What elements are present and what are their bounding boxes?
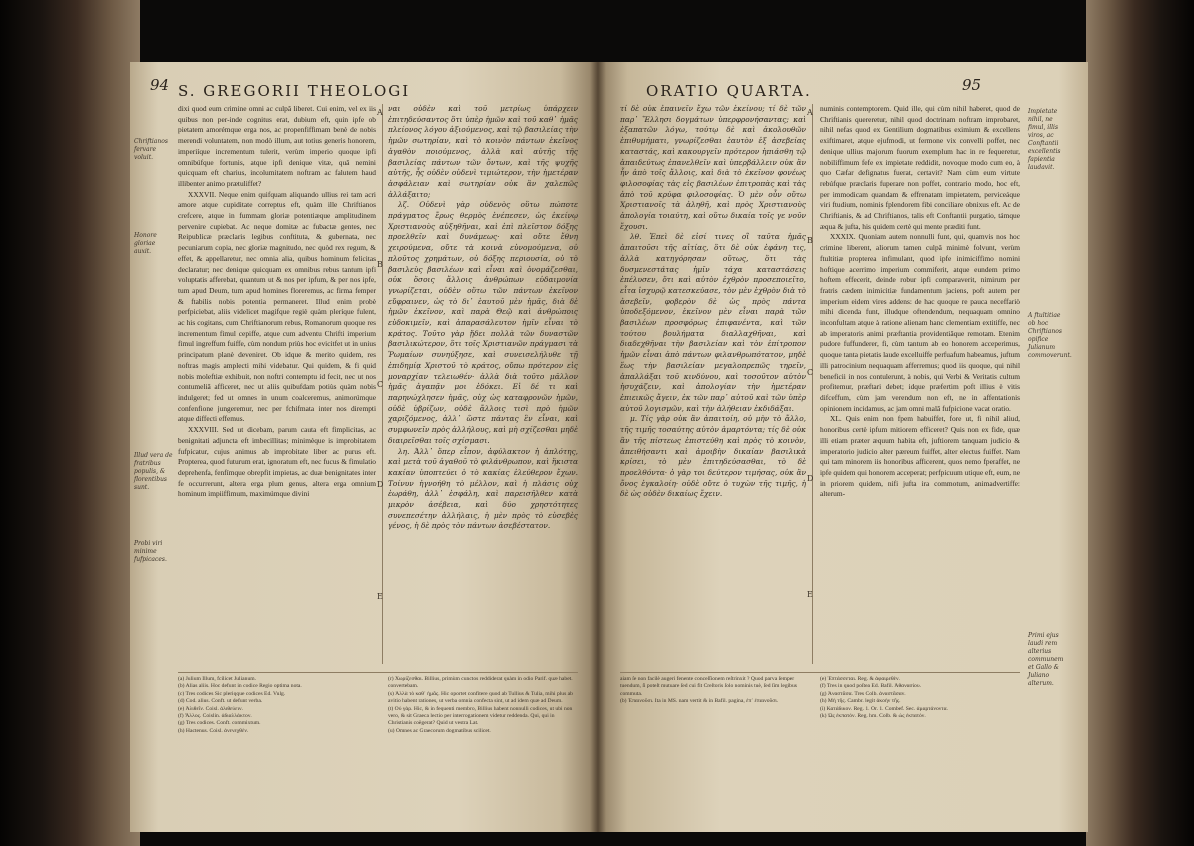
column-letter: E: [807, 590, 813, 599]
latin-paragraph-section-38: XXXVIII. Sed ut dicebam, parum cauta eft fimplicitas, ac benignitati adjuncta eft imbecillitas; minimèque is improbitatem fufpicatur, cujus animus ab improbitate liber ac purus eft. Propterea, quod futurum erat, ignoratum eft, nec fucus & fimulatio deprehenfa, fenfímque obrepfit impietas, ac duæ benignitates inter fe occurrerunt, altera erga plum genus, altera erga omnium hominum impiiffimum, maximúmque divini: [178, 425, 376, 499]
footnotes-left-column: [178, 676, 374, 816]
footnote: (b) Ἐπαινοῦσι. Ita in MS. nam vertit & in Bafil. pagina, ἐπ᾽ ἐπαινοῦσι.: [620, 698, 779, 705]
latin-paragraph: numinis contemptorem. Quid ille, qui cùm nihil haberet, quod de Chriftianis quereretur, nihil quod doctrinam noftram improbaret, nihil nefas quod ex Gentilium dogmatibus eximium & excellens exiftimaret, atque ejufmodi, ut fermone vix convelli poffet, nec denique ullius majorum fuorum exemplum hac in re fequeretur, nobiliffimum fefe ex impietate reddidit, novoque modo cum eo, à quo Cæfar defignatus fuerat, certavit? Nam cùm eum virtute rebúfque præclaris fuperare non poffet, contrario modo, hoc eft, per immodicam quandam & effrenatam impietatem, perviceáque viri ftudium, nominis fplendorem fibi conciliare obnixus eft. Ac de Chriftianis, & ad Chriftianos, talis eft Conftantii purgatio, támque æqua & jufta, his quidem certè qui mente præditi funt.: [820, 104, 1020, 231]
footnote: (h) Hactenus. Coisl. ἀνενεχθὲν.: [178, 727, 249, 734]
latin-paragraph-section-37: XXXVII. Neque enim quifquam aliquando ullius rei tam acri amore atque cupiditate correptus eft, quàm ille Chriftianos crefcere, atque in fummam gloriæ potentiæque amplitudinem pervenire cupiebat. Ac neque domitæ ac fubactæ gentes, nec Reipublicæ præclaris legibus conftituta, & gubernata, nec pecuniarum copia, nec gloriæ magnitudo, nec quòd rex regum, & effet, & appellaretur, nec omnia alia, quibus hominum felicitas declaratur; nec denique quicquam ex omnibus rebus tantum ipfi voluptatis afferebat, quantum ut & nos per ipfum, & per nos ipfe, tum apud Deum, tum apud homines floreremus, ac firma femper & ftabilis nobis potentia permaneret. Illud enim probè perfpiciebat, aliis videlicet magifque regiè quàm pleríque fulent, ac his cogitans, cum Chriftianorum rebus, Romanorum quoque res incrementum fimul cepiffe, atque cum adventu Chrifti imperium fimul ingreffum fuiffe, cùm nondum priùs hoc evicitfet ut in unius principatum planè deveniret. Ob idque & merito quidem, res noftras magis amplecti mihi videbatur. Qui quidem, & fi quid nobis moleftiæ exhibuit, non noftri contemptu id fecit, nec ut nos contumeliâ afficeret, nec ut aliis quibufdam potiùs quàm nobis indulgeret; fed ut omnes in unum coalceremus, animorúmque confenfione jungeremur, nec per fchifmata inter nos dirempti atque diffecti effemus.: [178, 189, 376, 424]
greek-paragraph-section-40: μ. Τίς γὰρ οὐκ ἂν ἀπαιτοίη, οὐ μὴν τὸ ἄλλο, τῆς τιμῆς τοσαύτης αὐτὸν ἁμαρτόντα; τίς δὲ οὐκ ἂν τῆς πίστεως ἐπιστεύθη καὶ πρὸς τὸ κοινὸν, ἀπειθήσαντι καὶ ἀμοιβὴν δικαίαν βασιλικὰ κρίσει, τὸ μὲν ἐπιτηδεύσασθαι, τὸ δὲ προελθόντα· ὁ γὰρ τοι δεύτερον τιμήσας, οὐκ ἂν ὄνος ἐγκαλοίη· οὐδὲ οὔτε ὁ τυχὼν τῆς τιμῆς, ἡ δὲ ὡς οὐδὲν δικαίως ἔχειν.: [620, 414, 806, 499]
column-divider: [812, 104, 813, 664]
column-letter: C: [807, 368, 814, 377]
footnote: (h) Μὴ τῆς. Cambr. legit ἀκοὴν τῆς.: [820, 698, 901, 705]
greek-column-right: [620, 104, 806, 664]
greek-paragraph-section-37: λζ. Οὐδενὶ γὰρ οὐδενὸς οὕτω πώποτε πράγματος ἔρως θερμὸς ἐνέπεσεν, ὡς ἐκείνῳ Χριστιανοὺς αὐξηθῆναι, καὶ ἐπὶ πλεῖστον δόξης προελθεῖν καὶ δυνάμεως· καὶ οὔτε ἔθνη χειρούμενα, οὔτε τὰ κοινὰ εὐνομούμενα, οὐ πλοῦτος χρημάτων, οὐ δόξης περιουσία, οὐ τὸ βασιλεὺς βασιλέων καὶ εἶναι καὶ ὀνομάζεσθαι, οὐκ ὅσοις ἄλλοις ἀνθρώπων εὐδαιμονία γνωρίζεται, οὐδὲν οὕτω τῶν πάντων ἐκεῖνον εὔφραινεν, ὡς τὸ δι᾽ ἑαυτοῦ μὲν ἡμᾶς, διὰ δὲ ἡμῶν ἐκεῖνον, καὶ παρὰ Θεῷ καὶ ἀνθρώποις εὐδοκιμεῖν, καὶ ἀπαρασάλευτον ἡμῖν εἶναι τὸ κράτος. Τοῦτο γὰρ ᾔδει πολλὰ τῶν δυναστῶν βασιλικώτερον, ὅτι τοῖς Χριστιανῶν πράγμασι τὰ Ῥωμαίων συνηύξησε, καὶ συνεισελήλυθε τῇ ἐπιδημίᾳ Χριστοῦ τὸ κράτος, οὔπω πρότερον εἰς μοναρχίαν τελειωθέν· ἀλλὰ διὰ τοῦτο μᾶλλον ἡμᾶς ἀγαπᾷν μοι ἐδόκει. Εἰ δέ τι καὶ παρηνώχλησεν ἡμᾶς, οὐχ ὡς καταφρονῶν ἡμῶν, οὐδὲ ὑβρίζων, οὐδὲ ἄλλοις τισὶ πρὸ ἡμῶν χαριζόμενος, ἀλλ᾽ ὥστε πάντας ἓν εἶναι, καὶ συμφωνεῖν πρὸς ἀλλήλους, καὶ μὴ σχίζεσθαι μηδὲ διαιρεῖσθαι τοῖς σχίσμασι.: [388, 200, 578, 445]
margin-note: A ftultitiae ob hoc Chriftianos opifice Julianum commoverunt.: [1028, 312, 1072, 359]
footnotes-left-column: [620, 676, 806, 816]
page-number-left: 94: [150, 76, 170, 94]
margin-note: Probi viri minime fufpicaces.: [134, 540, 167, 563]
running-head-left: S. GREGORII THEOLOGI: [178, 82, 411, 100]
footnote-rule: [620, 672, 1020, 673]
greek-paragraph-section-39: λθ. Ἐπεὶ δὲ εἰσί τινες οἳ ταῦτα ἡμᾶς ἀπαιτοῦσι τῆς αἰτίας, ὅτι δὲ οὐκ ἐφάνη τις, ἀλλὰ κατηγόρησαν οὕτως, ὅτι τὰς δυσμενεστάτας ἡμῖν τάχα καταστάσεις ἐπέλυσεν, ὅτι καὶ αὐτὸν ἐχθρὸν προσεποιεῖτο, εἶτα ἰσχυρῷ κατεσκεύασε, τὸν μὲν ἐχθρὸν διὰ τὸ ἀσεβεῖν, φοβερὸν δὲ ὡς πρὸς πάντα ὑποδεξόμενον, ἐκεῖνον μὲν εἶναι παρὰ τῶν βασιλέων προσφόρως ἐπιφανέντα, καὶ τῶν τούτου βουλήματα διαλλαχθῆναι, καὶ διαδεχθῆναι τὴν βασιλείαν καὶ τὸν ἐπίτροπον ἡμῶν εἶναι ἀπὸ πάντων φιλανθρωπότατον, μηδὲ ἕως τὴν βασιλείαν μεγαλοπρεπῶς τηρεῖν, ἀπαλλάξαι τοῦ κινδύνου, καὶ τοσοῦτον αὐτὸν ἡσυχάζειν, καὶ ἀπολογίαν τὴν ἡμετέραν ἐπιεικῶς ἄγειν, ἐκ τῶν παρ᾽ αὐτοῦ καὶ τῶν ὑπὲρ αὐτοῦ λογισμῶν, καὶ τὴν ἀλήθειαν ἐκδιδάξαι.: [620, 232, 806, 413]
right-page-stack: [1086, 0, 1194, 846]
footnote: (a) Julium Illum, fcilicet Julianum.: [178, 676, 256, 682]
footnote-rule: [178, 672, 578, 673]
page-number-right: 95: [962, 76, 982, 94]
footnote: (k) Ὡς ἐκπατόν. Reg. hm. Colb. & ὡς ἐκπατόν.: [820, 713, 926, 720]
latin-paragraph: dixi quod eum crimine omni ac culpâ liberet. Cui enim, vel ex iis quibus non per-inde cognitus erat, dubium eft, quin ipfe ob pietatem amorémque erga nos, ac propenfiffimam benè de nobis merendi voluntatem, non modò illum, aut totius generis honorem, imperiíque incrementum tulerit, verùm imperio quoque ipfi omnibúfque fortunis, atque ipfi denique vitæ, quâ nemini quicquam eft charius, incolumitatem noftram ac falutem haud illibenter animo prætuliffet?: [178, 104, 376, 188]
latin-column-left: [178, 104, 376, 664]
margin-note: Impietate nihil, ne fimul, illis viros, ac Conftantii excellentis fapientia laudavit.: [1028, 108, 1061, 171]
latin-paragraph-section-39: XXXIX. Quoniam autem nonnulli funt, qui, quamvis nos hoc crimine liberent, aliorum tamen culpâ minimè folvunt, verùm ftultitiæ propterea infimulant, quod ipfe inimiciffimo nomini hoftique acerrimo imperium commiferit, atque eundem primo hoftem effecerit, deinde robur ipfi comparaverit, nimirum per fratris cædem inimicitiæ fundamentum jaciens, poft autem per imperium eidem vires addens: de hac quoque re pauca neceffariò mihi dicenda funt, illudque oftendendum, nequaquam omnino inconfultam atque à ratione alienam hanc clementiam extitiffe, nec ab imperatoris animi præftantia providentiâque remotam. Etenim pudore fuffunderer, fi, cùm tantum ab eo honorem acceperimus, quoque tanta pietatis laude excelluiffe perfuafum habeamus, juftum illi patrocinium nequaquam afferremus; quod iis quoque, qui nihil beneficii in nos contulerunt, à nobis, qui Verbi & Veritatis cultum profitemur, præftari debet; idque præfertim poft illius è vitis difceffum, cùm jam verendum non eft, ne in affentationis opinionem incidamus, ac jam omni malâ fufpicione vacat oratio.: [820, 232, 1020, 413]
column-letter: A: [377, 108, 383, 117]
footnote: (d) Cod. alius. Conft. ut defunt verba.: [178, 698, 263, 705]
column-letter: C: [377, 380, 384, 389]
footnotes-right-column: [388, 676, 578, 816]
column-letter: B: [377, 260, 383, 269]
footnote: (u) Omnes ac Graecorum dogmatibus scilicet.: [388, 727, 491, 734]
greek-paragraph: τί δὲ οὐκ ἐπαινεῖν ἔχω τῶν ἐκείνου; τί δὲ τῶν παρ᾽ Ἕλλησι δογμάτων ὑπερφρονήσαντας; καὶ ἐξαπατῶν λόγω, τούτῳ δὲ καὶ ἀκολουθῶν ἐπιθυμήματι, γνωρίζεσθαι ἑαυτὸν ἐξ ἀσεβείας καταστάς, καὶ κακουργεῖν πρότερον ἠπιάσθη τῷ ἀπαιδεύτως ἐπανελθεῖν καὶ ὑπερβάλλειν οὐκ ἂν ἦν ἀπὸ τοῖς ἄλλοις, καὶ διὰ τὸ ἐκεῖνον φονέως φιλοσοφίας τὰς εἰς βασιλέων ἐπιτροπὰς καὶ τὰς ἀπὸ τοῦ κρύφα φιλοσοφίας. Ὁ μὲν οὖν οὕτω Χριστιανοῖς τὰ ἀληθῆ, καὶ πρὸς Χριστιανοὺς ἀπολογία τοιαύτη, καὶ οὕτω δικαία τοῖς γε νοῦν ἔχουσι.: [620, 104, 806, 231]
greek-column-left: [388, 104, 578, 664]
left-page-stack: [0, 0, 140, 846]
footnote: (f) Tres in quod poſtea Ed. Bafil. Ἀθανασίου.: [820, 683, 922, 690]
footnote: (c) Tres codices Sic pleriqque codices Ed. Vulg.: [178, 690, 286, 697]
footnote: aiam ſe non facilè augeri fenente conceſſionem reſtrinxit ? Quod parva ſemper tuendum, ſi poteſt mutuare ſed cui fit Creſtoris ſolo nominis tuè, ſed ſim legibus commuta.: [620, 676, 797, 697]
margin-note: Illud vera de fratribus populis, & florentibus sunt.: [134, 452, 173, 491]
latin-paragraph-section-40: XL. Quis enim non fpem habuiffet, fore ut, fi nihil aliud, honoribus certè ipfum mitiorem efficeret? Quis non ex fide, quæ illi etiam præter æquum habita eft, juftiorem tanquam judicio & imperatorio judicio alter pæreum fuiffet, alter electus fuiffet. Nam qui tam minorem iis honoribus afficerent, quos nemo fperaffet, ne ipfe quidem qui honorem acceperat; perfpicuum utique eft, eum, ne in priorem quidem, nifi jufta ira commotum, animadvertiffe: alterum-: [820, 414, 1020, 499]
footnote: (g) Tres codices. Conft. commixtum.: [178, 720, 261, 727]
column-letter: B: [807, 236, 813, 245]
footnotes-right-column: [820, 676, 1020, 816]
greek-paragraph: ναι οὐδὲν καὶ τοῦ μετρίως ὑπάρχειν ἐπιτηδεύσαντος ὅτι ὑπὲρ ἡμῶν καὶ τοῦ καθ᾽ ἡμᾶς πλείονος λόγου ἀξιούμενος, καὶ τῷ βασιλείας τὴν ἡμῶν σωτηρίαν, καὶ τὸ κοινὸν πάντων ἐκεῖνος ἀγαθὸν ποιούμενος, ἀλλὰ καὶ αὐτῆς τῆς βασιλείας πάντων τῶν ὄντων, καὶ τῆς ψυχῆς αὐτῆς, ἧς οὐδὲν οὐδενὶ τιμιώτερον, τὴν ἡμετέραν ἀσφάλειαν καὶ σωτηρίαν οὐκ ἂν χαλεπῶς ἀλλάξαιτο;: [388, 104, 578, 199]
book-gutter: [590, 62, 606, 832]
right-page: [598, 62, 1088, 832]
footnote: (b) Alias aliis. Hoc defunt in codice Regio optima nota.: [178, 683, 302, 690]
latin-column-right: [820, 104, 1020, 664]
margin-note: Primi ejus laudi rem alterius communem et Gallo & Juliano alterum.: [1028, 632, 1064, 687]
column-letter: E: [377, 592, 383, 601]
footnote: (s) Ἀλλὰ τὸ καθ᾽ ἡμᾶς. Hic oportet confitere quod ab Tullius & Tulia, mihi plus ab avitio habent rationes, ut verba omnia confecta sint, ut ad idem quæ ad Deum.: [388, 690, 573, 705]
footnote: (r) Χωρίζεσθαι. Billius, primùm cunctos reddiderat quàm in odio Parif. quæ habet. convertebam.: [388, 676, 573, 690]
column-letter: A: [807, 108, 813, 117]
footnote: (f) Ἄλλος. Coislin. ἀδιαλλάκτον.: [178, 713, 252, 720]
footnote: (i) Κατάδικον. Reg. 1. Or. 1. Combef. Sec. ἀμαρτάνοντα.: [820, 705, 948, 712]
greek-paragraph-section-38: λη. Ἀλλ᾽ ὅπερ εἶπον, ἀφύλακτον ἡ ἁπλότης, καὶ μετὰ τοῦ ἀγαθοῦ τὸ φιλάνθρωπον, καὶ ἥκιστα κακίαν ὑποπτεύει ὁ τὸ κακίας ἐλεύθερον ἔχων. Τοίνυν ἠγνοήθη τὸ μέλλον, καὶ ἡ πλάσις οὐχ ἑωράθη, ἀλλ᾽ ἐσφάλη, καὶ παρεισῆλθεν κατὰ μικρὸν ἀσέβεια, καὶ δύο χρηστότητες συνεπεσέτην ἀλλήλαις, ἡ μὲν πρὸς τὸ εὐσεβὲς γένος, ἡ δὲ πρὸς τὸν πάντων ἀσεβέστατον.: [388, 446, 578, 531]
margin-note: Chriftianos fervare voluit.: [134, 138, 168, 161]
column-letter: D: [377, 480, 384, 489]
footnote: (t) Οὐ γὰρ. Hic, & in fequenti membro, Billius habent nonnulli codices, ut ubi non vero, & sit Graeca lectio per interrogationem videtur reddenda. Qui, qui in Christianis coëgerat? Quid ut vestra Lat.: [388, 705, 573, 727]
margin-note: Honore gloriae auxit.: [134, 232, 157, 255]
footnote: (e) Ἑπτάσσεται. Reg. & ἀφαιρεθὲν.: [820, 676, 900, 682]
left-page: [130, 62, 598, 832]
running-head-right: ORATIO QUARTA.: [646, 82, 812, 100]
footnote: (g) Ἀναστᾶσα. Tres Colb. ἀναστᾶσαν.: [820, 690, 906, 697]
footnote: (e) Ἀλιθεῖν. Coisl. ἀλιθεύειν.: [178, 705, 243, 712]
column-letter: D: [807, 474, 814, 483]
